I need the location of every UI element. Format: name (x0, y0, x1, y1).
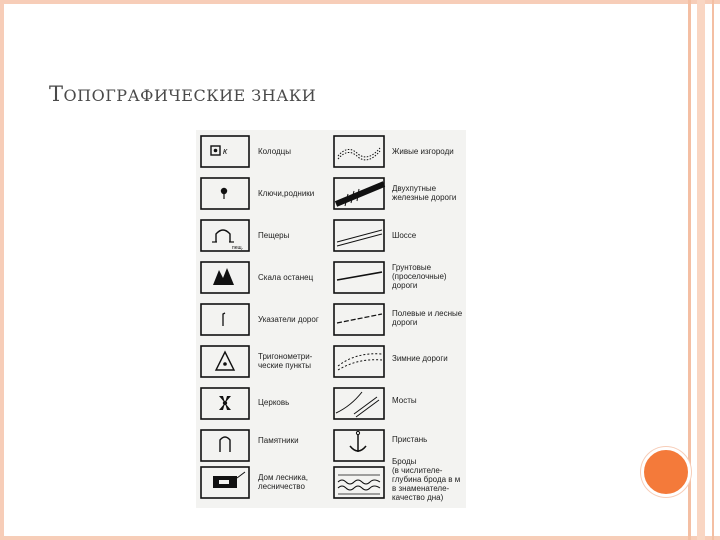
slide-frame-top (0, 0, 720, 4)
well-icon (211, 146, 228, 156)
legend-label-pier: Пристань (392, 435, 428, 444)
legend-label-wells: Колодцы (258, 147, 291, 156)
legend-label-railways: Двухпутные железные дороги (392, 184, 457, 202)
cave-icon (212, 230, 243, 251)
winter-road-icon (338, 354, 382, 370)
legend-label-road-signs: Указатели дорог (258, 315, 319, 324)
rock-icon (213, 268, 234, 285)
legend-label-bridges: Мосты (392, 396, 417, 405)
decorative-strip (697, 0, 705, 540)
highway-icon (337, 230, 382, 246)
dirt-road-icon (337, 272, 382, 280)
title-first-letter: Т (49, 82, 64, 106)
field-road-icon (337, 314, 382, 323)
legend-label-hedges: Живые изгороди (392, 147, 454, 156)
decorative-strip (688, 0, 691, 540)
legend-label-trig-points: Тригонометри- ческие пункты (258, 352, 313, 370)
legend-label-monuments: Памятники (258, 436, 299, 445)
decorative-circle (641, 447, 691, 497)
monument-icon (220, 437, 230, 452)
svg-text:к: к (223, 146, 228, 156)
legend-label-highway: Шоссе (392, 231, 417, 240)
ford-icon (338, 475, 380, 494)
forester-house-icon (213, 472, 245, 488)
legend-label-springs: Ключи,родники (258, 189, 315, 198)
legend-label-field-roads: Полевые и лесные дороги (392, 309, 463, 327)
legend-label-church: Церковь (258, 398, 290, 407)
slide-title (49, 82, 316, 106)
topographic-legend (196, 130, 466, 508)
spring-icon (221, 188, 227, 199)
legend-label-forester-house: Дом лесника, лесничество (258, 473, 309, 491)
legend-label-rock: Скала останец (258, 273, 314, 282)
legend-label-caves: Пещеры (258, 231, 290, 240)
legend-label-fords: Броды (в числителе- глубина брода в м в знаменателе- качество дна) (392, 457, 461, 502)
cave-sub-label: пещ. (232, 245, 243, 251)
legend-label-dirt-roads: Грунтовые (проселочные) дороги (392, 263, 447, 290)
decorative-strip (712, 0, 714, 540)
legend-label-winter-roads: Зимние дороги (392, 354, 448, 363)
hedge-icon (338, 148, 380, 160)
pier-icon (350, 431, 366, 452)
road-sign-icon (223, 313, 225, 326)
church-icon (219, 396, 231, 410)
bridge-icon (336, 392, 379, 417)
railway-icon (336, 184, 384, 206)
slide-frame-left (0, 0, 4, 540)
slide-frame-bottom (0, 536, 720, 540)
trig-point-icon (216, 352, 234, 370)
title-rest: ОПОГРАФИЧЕСКИЕ ЗНАКИ (63, 86, 317, 105)
